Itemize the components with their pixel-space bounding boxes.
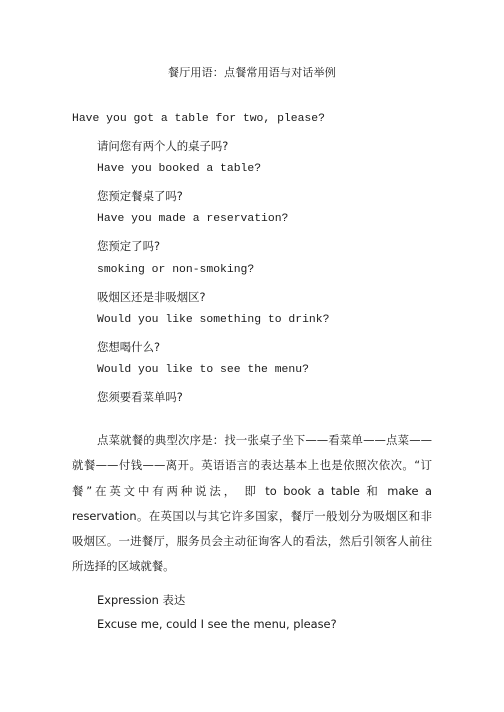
dialogue-line: smoking or non-smoking? [97, 264, 255, 276]
dialogue-line: Have you made a reservation? [97, 213, 289, 225]
explanation-paragraph [72, 428, 432, 580]
explanation-text: 点菜就餐的典型次序是：找一张桌子坐下——看菜单——点菜——就餐——付钱——离开。英语语言的表达基本上也是依照次依次。“订餐”在英文中有两种说法， 即 to book a table 和 make a reservation。在英国以与其它许多国家，餐厅一般划分为吸烟区和非吸烟区。一进餐厅，服务员会主动征询客人的看法，然后引领客人前往所选择的区域就餐。 [72, 433, 432, 574]
dialogue-line: Excuse me, could I see the menu, please? [97, 617, 337, 631]
dialogue-line: Would you like something to drink? [97, 314, 330, 326]
expression-heading: Expression 表达 [97, 593, 186, 607]
dialogue-translation: 您须要看菜单吗? [97, 390, 183, 404]
dialogue-line: Have you got a table for two, please? [72, 113, 325, 125]
dialogue-translation: 您想喝什么? [97, 340, 160, 354]
dialogue-translation: 您预定餐桌了吗? [97, 189, 183, 203]
dialogue-translation: 吸烟区还是非吸烟区? [97, 290, 206, 304]
dialogue-translation: 请问您有两个人的桌子吗? [97, 139, 229, 153]
dialogue-line: Have you booked a table? [97, 163, 262, 175]
page-title: 餐厅用语：点餐常用语与对话举例 [168, 66, 336, 79]
dialogue-translation: 您预定了吗? [97, 239, 160, 253]
dialogue-line: Would you like to see the menu? [97, 364, 309, 376]
